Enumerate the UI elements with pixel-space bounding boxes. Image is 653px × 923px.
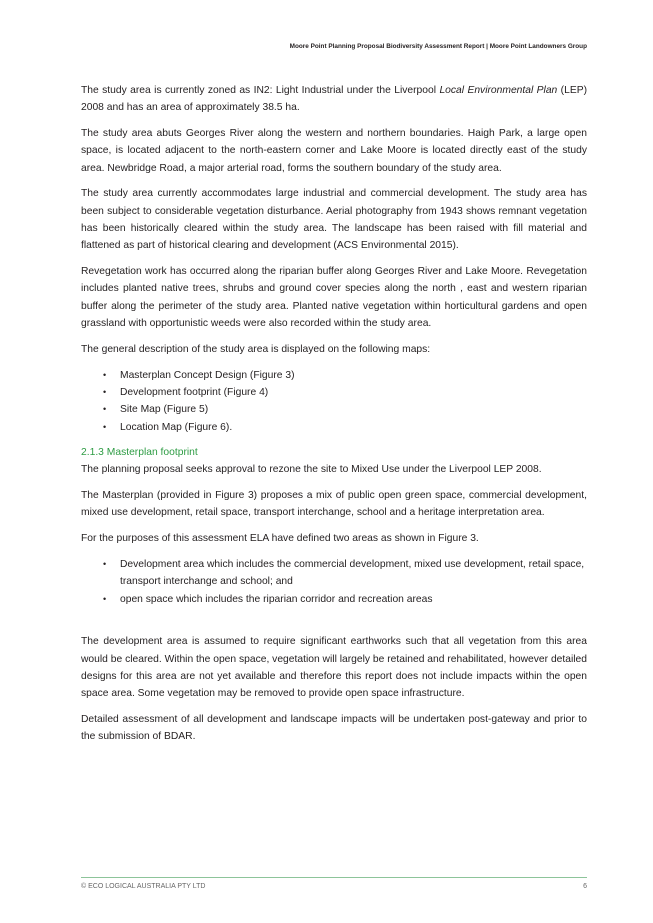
paragraph-revegetation: Revegetation work has occurred along the riparian buffer along Georges River and Lake Moore. Revegetation includes planted native trees, shrubs and ground cover species along the north , east and western riparian buffer along the perimeter of the study area. Planted native vegetation within horticultural gardens and open grassland with opportunistic weeds were also recorded within the study area. <box>81 266 587 330</box>
list-item-text: Development footprint (Figure 4) <box>120 386 269 398</box>
page-body <box>81 82 587 754</box>
list-item-text: Location Map (Figure 6). <box>120 421 233 433</box>
vertical-spacer <box>81 616 587 633</box>
paragraph-rezoning: The planning proposal seeks approval to rezone the site to Mixed Use under the Liverpool LEP 2008. <box>81 464 542 476</box>
list-item-text: open space which includes the riparian corridor and recreation areas <box>120 593 433 605</box>
paragraph-areas-intro: For the purposes of this assessment ELA have defined two areas as shown in Figure 3. <box>81 533 479 545</box>
paragraph-detailed-assessment: Detailed assessment of all development and landscape impacts will be undertaken post-gateway and prior to the submission of BDAR. <box>81 714 587 743</box>
footer-copyright: © ECO LOGICAL AUSTRALIA PTY LTD <box>81 883 206 890</box>
paragraph-zoning <box>81 82 587 117</box>
list-item <box>81 367 587 384</box>
paragraph-maps-intro: The general description of the study area is displayed on the following maps: <box>81 343 431 355</box>
bullet-icon: • <box>103 369 107 380</box>
list-item-text: Masterplan Concept Design (Figure 3) <box>120 369 295 381</box>
paragraph-boundaries: The study area abuts Georges River along the western and northern boundaries. Haigh Park, a large open space, is located adjacent to the north-eastern corner and Lake Moore is located directly east of the study area. Newbridge Road, a major arterial road, forms the southern boundary of the study area. <box>81 128 587 174</box>
running-header: Moore Point Planning Proposal Biodiversity Assessment Report | Moore Point Landowners Group <box>289 43 587 50</box>
paragraph-development-history: The study area currently accommodates large industrial and commercial development. The study area has been subject to considerable vegetation disturbance. Aerial photography from 1943 shows remnant vegetation has been historically cleared within the study area. The landscape has been raised with fill material and flattened as part of historical clearing and development (ACS Environmental 2015). <box>81 188 587 252</box>
bullet-icon: • <box>103 404 107 415</box>
list-item <box>81 556 587 591</box>
paragraph-masterplan: The Masterplan (provided in Figure 3) proposes a mix of public open green space, commercial development, mixed use development, retail space, transport interchange, school and a heritage interpretation area. <box>81 490 587 519</box>
lep-italic-title: Local Environmental Plan <box>439 85 558 96</box>
bullet-icon: • <box>103 593 107 604</box>
bullet-icon: • <box>103 386 107 397</box>
paragraph-earthworks: The development area is assumed to require significant earthworks such that all vegetation from this area would be cleared. Within the open space, vegetation will largely be retained and rehabilitated, however detailed designs for this area are not yet available and therefore this report does not include impacts within the open space area. Some vegetation may be removed to provide open space infrastructure. <box>81 636 588 700</box>
paragraph-zoning-start: The study area is currently zoned as IN2: Light Industrial under the Liverpool <box>81 85 440 96</box>
areas-list <box>81 556 587 608</box>
list-item <box>81 384 587 401</box>
list-item <box>81 401 587 418</box>
maps-list <box>81 367 587 436</box>
bullet-icon: • <box>103 421 107 432</box>
footer-page-number: 6 <box>583 883 587 890</box>
list-item <box>81 591 587 608</box>
list-item <box>81 419 587 436</box>
footer-divider <box>81 877 587 878</box>
section-heading: 2.1.3 Masterplan footprint <box>81 447 198 459</box>
paragraph-zoning-end: (LEP) 2008 and has an area of approximately 38.5 ha. <box>81 85 588 114</box>
list-item-text: Site Map (Figure 5) <box>120 404 209 416</box>
list-item-text: Development area which includes the commercial development, mixed use development, retail space, transport interchange and school; and <box>120 559 585 588</box>
bullet-icon: • <box>103 559 107 570</box>
